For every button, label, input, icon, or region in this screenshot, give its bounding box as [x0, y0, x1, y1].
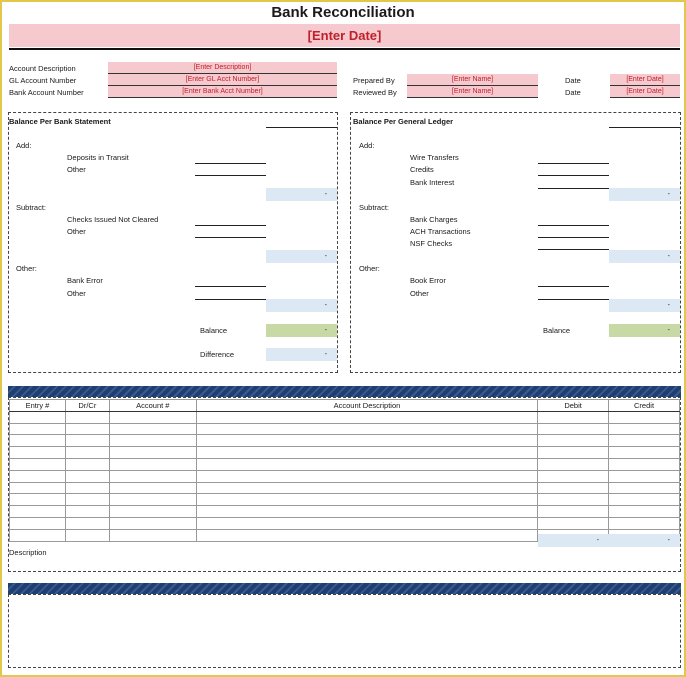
difference-label: Difference: [200, 350, 235, 359]
bank-add-input-line[interactable]: [195, 163, 266, 164]
ledger-subtract-item: NSF Checks: [410, 239, 453, 248]
ledger-other-item: Book Error: [410, 276, 446, 285]
column-header: Credit: [609, 400, 680, 412]
ledger-subtract-total: -: [609, 250, 680, 263]
credit-total: -: [609, 534, 680, 547]
ledger-other-input-line[interactable]: [538, 286, 609, 287]
ledger-other-item: Other: [410, 289, 429, 298]
bank-subtract-label: Subtract:: [16, 203, 47, 212]
bank-balance-value: -: [266, 324, 337, 337]
bank-other-total: -: [266, 299, 337, 312]
ledger-add-item: Credits: [410, 165, 434, 174]
ledger-subtract-label: Subtract:: [359, 203, 390, 212]
page-title: Bank Reconciliation: [271, 4, 415, 21]
prepared-by-label: Prepared By: [353, 76, 395, 85]
table-row[interactable]: [10, 517, 680, 529]
ledger-add-input-line[interactable]: [538, 188, 609, 189]
journal-header-row: [10, 400, 680, 412]
table-row[interactable]: [10, 494, 680, 506]
table-row[interactable]: [10, 470, 680, 482]
bank-other-input-line[interactable]: [195, 286, 266, 287]
bank-add-label: Add:: [16, 141, 32, 150]
difference-value: -: [266, 348, 337, 361]
notes-panel[interactable]: [8, 594, 681, 668]
journal-header-band: [8, 386, 681, 397]
bank-account-field[interactable]: [Enter Bank Acct Number]: [108, 86, 337, 98]
column-header: Entry #: [10, 400, 66, 412]
notes-header-band: [8, 583, 681, 594]
prepared-date-label: Date: [565, 76, 581, 85]
bank-add-item: Deposits in Transit: [67, 153, 129, 162]
column-header: Dr/Cr: [65, 400, 109, 412]
ledger-add-total: -: [609, 188, 680, 201]
reviewed-by-field[interactable]: [Enter Name]: [407, 86, 538, 98]
general-ledger-heading: Balance Per General Ledger: [353, 117, 454, 126]
ledger-add-input-line[interactable]: [538, 163, 609, 164]
ledger-subtract-input-line[interactable]: [538, 237, 609, 238]
table-row[interactable]: [10, 423, 680, 435]
bank-subtract-input-line[interactable]: [195, 225, 266, 226]
account-description-field[interactable]: [Enter Description]: [108, 62, 337, 74]
bank-other-input-line[interactable]: [195, 299, 266, 300]
bank-add-total: -: [266, 188, 337, 201]
bank-add-input-line[interactable]: [195, 175, 266, 176]
ledger-subtract-input-line[interactable]: [538, 249, 609, 250]
ledger-add-input-line[interactable]: [538, 175, 609, 176]
ledger-add-item: Wire Transfers: [410, 153, 459, 162]
prepared-date-field[interactable]: [Enter Date]: [610, 74, 680, 86]
table-row[interactable]: [10, 482, 680, 494]
gl-account-label: GL Account Number: [9, 76, 77, 85]
ledger-add-item: Bank Interest: [410, 178, 455, 187]
column-header: Debit: [538, 400, 609, 412]
ledger-other-label: Other:: [359, 264, 380, 273]
bank-balance-label: Balance: [200, 326, 228, 335]
bank-statement-balance-line[interactable]: [266, 127, 337, 128]
table-row[interactable]: [10, 506, 680, 518]
date-input[interactable]: [Enter Date]: [9, 24, 680, 47]
journal-table: [9, 399, 680, 542]
column-header: Account #: [109, 400, 196, 412]
reviewed-by-label: Reviewed By: [353, 88, 397, 97]
reviewed-date-field[interactable]: [Enter Date]: [610, 86, 680, 98]
table-row[interactable]: [10, 447, 680, 459]
ledger-balance-line[interactable]: [609, 127, 680, 128]
bank-subtract-total: -: [266, 250, 337, 263]
column-header: Account Description: [196, 400, 537, 412]
ledger-balance-value: -: [609, 324, 680, 337]
header-divider: [9, 48, 680, 50]
ledger-subtract-item: Bank Charges: [410, 215, 458, 224]
ledger-other-total: -: [609, 299, 680, 312]
bank-account-label: Bank Account Number: [9, 88, 84, 97]
ledger-subtract-input-line[interactable]: [538, 225, 609, 226]
ledger-other-input-line[interactable]: [538, 299, 609, 300]
bank-other-item: Bank Error: [67, 276, 103, 285]
bank-add-item: Other: [67, 165, 86, 174]
bank-subtract-item: Checks Issued Not Cleared: [67, 215, 159, 224]
ledger-subtract-item: ACH Transactions: [410, 227, 471, 236]
bank-statement-heading: Balance Per Bank Statement: [9, 117, 111, 126]
prepared-by-field[interactable]: [Enter Name]: [407, 74, 538, 86]
table-row[interactable]: [10, 411, 680, 423]
bank-other-label: Other:: [16, 264, 37, 273]
ledger-add-label: Add:: [359, 141, 375, 150]
gl-account-field[interactable]: [Enter GL Acct Number]: [108, 74, 337, 86]
table-row[interactable]: [10, 435, 680, 447]
description-label: Description: [9, 548, 47, 557]
account-description-label: Account Description: [9, 64, 76, 73]
debit-total: -: [538, 534, 609, 547]
bank-subtract-input-line[interactable]: [195, 237, 266, 238]
bank-other-item: Other: [67, 289, 86, 298]
table-row[interactable]: [10, 458, 680, 470]
ledger-balance-label: Balance: [543, 326, 571, 335]
bank-subtract-item: Other: [67, 227, 86, 236]
reviewed-date-label: Date: [565, 88, 581, 97]
